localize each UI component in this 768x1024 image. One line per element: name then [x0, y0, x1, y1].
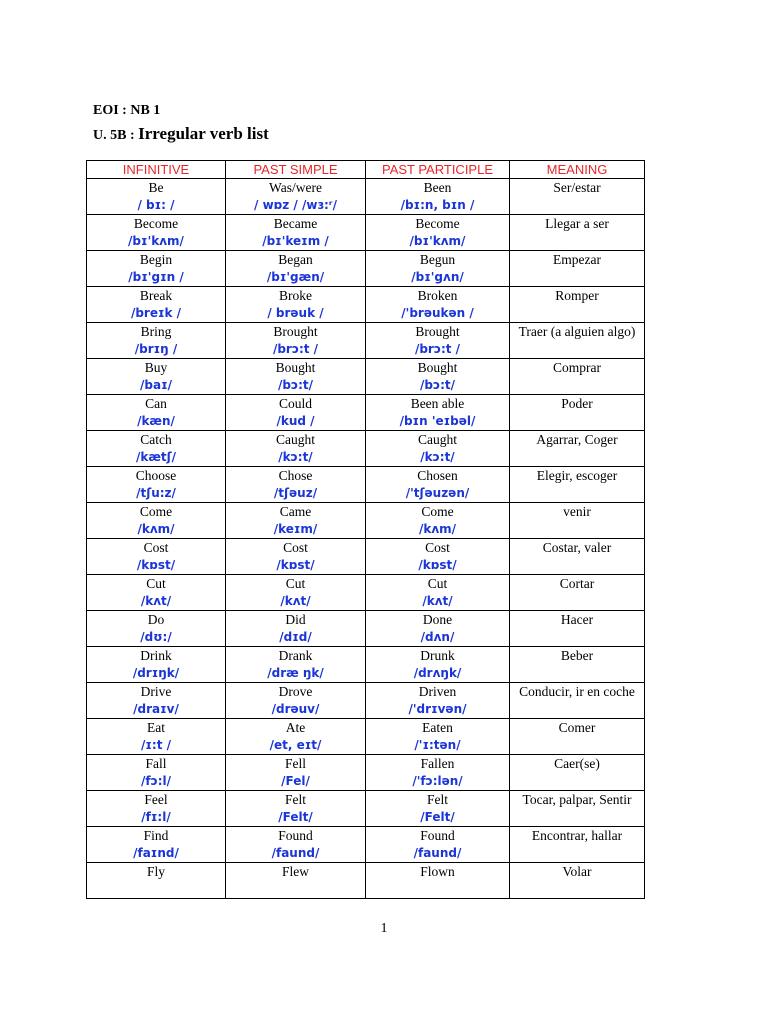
meaning-cell	[510, 683, 645, 719]
past-simple-phonetic: /bɪ'keɪm /	[262, 234, 329, 248]
meaning-text: Romper	[555, 288, 599, 303]
infinitive-word: Cost	[143, 540, 169, 555]
past-participle-phonetic: /'brəukən /	[401, 306, 474, 320]
table-header-row	[87, 161, 645, 179]
infinitive-cell	[87, 755, 226, 791]
infinitive-phonetic: / bɪ: /	[137, 198, 175, 212]
past-simple-cell	[226, 575, 366, 611]
past-simple-word: Drank	[278, 648, 313, 663]
table-row	[87, 863, 645, 899]
past-participle-phonetic: /bɪ'kʌm/	[409, 234, 466, 248]
past-participle-word: Cut	[427, 576, 448, 591]
past-participle-phonetic: /bɪn 'eɪbəl/	[399, 414, 476, 428]
table-row	[87, 755, 645, 791]
meaning-cell	[510, 359, 645, 395]
past-simple-word: Felt	[284, 792, 306, 807]
infinitive-phonetic: /kʌt/	[140, 594, 172, 608]
column-header-past-participle: PAST PARTICIPLE	[366, 161, 510, 179]
infinitive-cell	[87, 467, 226, 503]
infinitive-phonetic: /draɪv/	[133, 702, 179, 716]
table-row	[87, 827, 645, 863]
past-participle-word: Caught	[418, 432, 457, 447]
infinitive-cell	[87, 827, 226, 863]
past-simple-word: Began	[278, 252, 313, 267]
past-participle-phonetic: /Felt/	[420, 810, 455, 824]
meaning-cell	[510, 539, 645, 575]
past-participle-word: Been	[423, 180, 452, 195]
table-row	[87, 431, 645, 467]
past-participle-word: Fallen	[420, 756, 455, 771]
infinitive-phonetic: /tʃu:z/	[136, 486, 176, 500]
past-participle-phonetic: /kʌm/	[418, 522, 457, 536]
past-simple-cell	[226, 755, 366, 791]
infinitive-word: Eat	[147, 720, 165, 735]
infinitive-cell	[87, 719, 226, 755]
infinitive-word: Begin	[139, 252, 173, 267]
meaning-text: Traer (a alguien algo)	[518, 324, 636, 339]
past-simple-cell	[226, 359, 366, 395]
meaning-cell	[510, 611, 645, 647]
table-row	[87, 791, 645, 827]
past-simple-cell	[226, 539, 366, 575]
past-participle-cell	[366, 359, 510, 395]
irregular-verb-table	[86, 160, 645, 899]
meaning-text: Caer(se)	[554, 756, 600, 771]
past-simple-cell	[226, 467, 366, 503]
meaning-cell	[510, 575, 645, 611]
meaning-text: Beber	[560, 648, 594, 663]
infinitive-word: Catch	[140, 432, 172, 447]
infinitive-phonetic: /ɪ:t /	[140, 738, 172, 752]
past-participle-phonetic: /bɪ:n, bɪn /	[400, 198, 475, 212]
past-simple-word: Was/were	[269, 180, 322, 195]
table-row	[87, 251, 645, 287]
past-participle-cell	[366, 323, 510, 359]
past-participle-phonetic: /faund/	[413, 846, 462, 860]
infinitive-word: Break	[139, 288, 173, 303]
infinitive-cell	[87, 575, 226, 611]
meaning-cell	[510, 395, 645, 431]
meaning-text: Conducir, ir en coche	[519, 684, 635, 699]
past-participle-word: Done	[422, 612, 453, 627]
past-simple-phonetic: /et, eɪt/	[269, 738, 322, 752]
past-participle-cell	[366, 467, 510, 503]
infinitive-phonetic: /breɪk /	[130, 306, 182, 320]
infinitive-phonetic: /brɪŋ /	[134, 342, 178, 356]
past-participle-word: Driven	[418, 684, 457, 699]
meaning-cell	[510, 215, 645, 251]
infinitive-phonetic: /bɪ'kʌm/	[128, 234, 184, 248]
past-participle-cell	[366, 611, 510, 647]
meaning-cell	[510, 755, 645, 791]
infinitive-cell	[87, 863, 226, 899]
infinitive-cell	[87, 647, 226, 683]
past-participle-word: Drunk	[420, 648, 455, 663]
past-simple-cell	[226, 179, 366, 215]
past-simple-cell	[226, 827, 366, 863]
meaning-text: Elegir, escoger	[536, 468, 618, 483]
page-number: 1	[380, 921, 388, 936]
table-row	[87, 503, 645, 539]
past-participle-cell	[366, 719, 510, 755]
past-participle-phonetic: /'fɔ:lən/	[412, 774, 463, 788]
past-participle-cell	[366, 683, 510, 719]
table-row	[87, 323, 645, 359]
table-row	[87, 215, 645, 251]
infinitive-phonetic: /kʌm/	[137, 522, 175, 536]
meaning-cell	[510, 179, 645, 215]
meaning-text: Poder	[561, 396, 593, 411]
past-simple-word: Bought	[275, 360, 316, 375]
infinitive-cell	[87, 287, 226, 323]
past-participle-phonetic: /dʌn/	[420, 630, 455, 644]
infinitive-word: Choose	[135, 468, 177, 483]
infinitive-phonetic: /baɪ/	[140, 378, 172, 392]
meaning-cell	[510, 467, 645, 503]
column-header-infinitive: INFINITIVE	[87, 161, 226, 179]
past-participle-word: Become	[415, 216, 460, 231]
past-simple-cell	[226, 251, 366, 287]
past-simple-cell	[226, 431, 366, 467]
past-simple-word: Chose	[278, 468, 313, 483]
table-row	[87, 575, 645, 611]
past-participle-cell	[366, 287, 510, 323]
infinitive-cell	[87, 503, 226, 539]
infinitive-word: Become	[133, 216, 179, 231]
meaning-text: Volar	[562, 864, 592, 879]
meaning-cell	[510, 647, 645, 683]
infinitive-word: Buy	[144, 360, 168, 375]
meaning-text: Comer	[558, 720, 596, 735]
past-simple-cell	[226, 503, 366, 539]
past-simple-phonetic: /dræ ŋk/	[267, 666, 324, 680]
past-simple-word: Broke	[279, 288, 312, 303]
past-simple-cell	[226, 719, 366, 755]
past-participle-phonetic: /'tʃəuzən/	[405, 486, 470, 500]
table-row	[87, 647, 645, 683]
past-participle-cell	[366, 827, 510, 863]
past-simple-cell	[226, 791, 366, 827]
infinitive-cell	[87, 251, 226, 287]
infinitive-cell	[87, 431, 226, 467]
past-participle-phonetic: /kʌt/	[422, 594, 453, 608]
past-participle-cell	[366, 575, 510, 611]
past-participle-phonetic: /bɪ'gʌn/	[411, 270, 464, 284]
past-participle-word: Eaten	[422, 720, 453, 735]
infinitive-word: Fall	[145, 756, 167, 771]
infinitive-phonetic: /dʊ:/	[140, 630, 172, 644]
past-simple-cell	[226, 683, 366, 719]
past-participle-word: Chosen	[417, 468, 458, 483]
past-simple-word: Ate	[285, 720, 306, 735]
page-title: Irregular verb list	[138, 124, 269, 143]
meaning-text: Hacer	[560, 612, 594, 627]
table-row	[87, 683, 645, 719]
infinitive-cell	[87, 539, 226, 575]
infinitive-phonetic: /fɔ:l/	[140, 774, 171, 788]
past-participle-cell	[366, 539, 510, 575]
past-simple-phonetic: /bɔ:t/	[277, 378, 313, 392]
table-row	[87, 359, 645, 395]
infinitive-phonetic: /fɪ:l/	[141, 810, 171, 824]
table-row	[87, 539, 645, 575]
infinitive-word: Be	[148, 180, 164, 195]
infinitive-phonetic: /drɪŋk/	[132, 666, 180, 680]
past-simple-cell	[226, 863, 366, 899]
past-simple-cell	[226, 287, 366, 323]
past-simple-phonetic: /Fel/	[281, 774, 310, 788]
infinitive-word: Can	[145, 396, 167, 411]
past-simple-word: Flew	[282, 864, 309, 879]
infinitive-word: Cut	[146, 576, 166, 591]
infinitive-word: Drink	[140, 648, 172, 663]
past-participle-cell	[366, 215, 510, 251]
past-participle-cell	[366, 647, 510, 683]
meaning-cell	[510, 863, 645, 899]
infinitive-phonetic: /kɒst/	[136, 558, 176, 572]
meaning-cell	[510, 827, 645, 863]
infinitive-phonetic: /kætʃ/	[135, 450, 177, 464]
past-simple-phonetic: /kʌt/	[280, 594, 311, 608]
past-participle-word: Bought	[417, 360, 458, 375]
table-row	[87, 395, 645, 431]
past-simple-phonetic: /drəuv/	[271, 702, 320, 716]
past-participle-word: Come	[421, 504, 454, 519]
meaning-text: Empezar	[553, 252, 601, 267]
past-simple-phonetic: /kud /	[276, 414, 315, 428]
past-simple-cell	[226, 395, 366, 431]
meaning-cell	[510, 251, 645, 287]
past-participle-cell	[366, 503, 510, 539]
past-simple-phonetic: /keɪm/	[273, 522, 318, 536]
meaning-text: Llegar a ser	[545, 216, 609, 231]
past-participle-word: Been able	[410, 396, 465, 411]
past-simple-phonetic: /Felt/	[278, 810, 313, 824]
meaning-text: Agarrar, Coger	[536, 432, 618, 447]
past-participle-cell	[366, 791, 510, 827]
past-participle-phonetic: /kɒst/	[418, 558, 457, 572]
meaning-cell	[510, 287, 645, 323]
past-participle-cell	[366, 755, 510, 791]
infinitive-word: Feel	[144, 792, 168, 807]
past-participle-phonetic: /drʌŋk/	[413, 666, 462, 680]
infinitive-word: Do	[147, 612, 165, 627]
past-simple-phonetic: /faund/	[271, 846, 320, 860]
infinitive-word: Drive	[140, 684, 172, 699]
past-participle-phonetic: /brɔ:t /	[414, 342, 461, 356]
past-participle-cell	[366, 431, 510, 467]
document-header	[93, 104, 269, 143]
past-simple-phonetic: /dɪd/	[279, 630, 312, 644]
infinitive-phonetic: /bɪ'gɪn /	[128, 270, 184, 284]
column-header-past-simple: PAST SIMPLE	[226, 161, 366, 179]
infinitive-cell	[87, 791, 226, 827]
past-participle-cell	[366, 251, 510, 287]
past-participle-cell	[366, 179, 510, 215]
infinitive-cell	[87, 215, 226, 251]
past-participle-word: Felt	[426, 792, 448, 807]
table-row	[87, 611, 645, 647]
unit-label: U. 5B :	[93, 128, 135, 143]
course-label: EOI : NB 1	[93, 103, 161, 118]
past-simple-phonetic: / brəuk /	[267, 306, 324, 320]
past-simple-phonetic: /kɔ:t/	[278, 450, 313, 464]
meaning-text: Tocar, palpar, Sentir	[522, 792, 632, 807]
infinitive-phonetic: /faɪnd/	[133, 846, 179, 860]
infinitive-word: Fly	[146, 864, 165, 879]
past-participle-word: Flown	[420, 864, 455, 879]
infinitive-cell	[87, 395, 226, 431]
past-simple-phonetic: /bɪ'gæn/	[266, 270, 325, 284]
past-participle-phonetic: /'ɪ:tən/	[414, 738, 461, 752]
table-row	[87, 179, 645, 215]
past-simple-word: Found	[278, 828, 313, 843]
past-simple-phonetic: / wɒz / /wɜ:ʳ/	[254, 198, 337, 212]
infinitive-cell	[87, 611, 226, 647]
table-row	[87, 287, 645, 323]
meaning-cell	[510, 431, 645, 467]
past-simple-cell	[226, 215, 366, 251]
infinitive-word: Bring	[140, 324, 172, 339]
past-simple-word: Cut	[285, 576, 306, 591]
table-row	[87, 719, 645, 755]
meaning-text: Comprar	[553, 360, 601, 375]
past-simple-phonetic: /kɒst/	[276, 558, 315, 572]
meaning-cell	[510, 323, 645, 359]
past-participle-word: Found	[420, 828, 455, 843]
meaning-cell	[510, 719, 645, 755]
past-participle-cell	[366, 863, 510, 899]
infinitive-cell	[87, 179, 226, 215]
infinitive-cell	[87, 323, 226, 359]
past-simple-phonetic: /tʃəuz/	[273, 486, 318, 500]
meaning-text: venir	[563, 504, 591, 519]
meaning-cell	[510, 503, 645, 539]
past-participle-word: Broken	[417, 288, 458, 303]
table-body	[87, 179, 645, 899]
meaning-cell	[510, 791, 645, 827]
infinitive-word: Find	[143, 828, 169, 843]
past-participle-phonetic: /kɔ:t/	[420, 450, 455, 464]
table-row	[87, 467, 645, 503]
past-participle-phonetic: /bɔ:t/	[419, 378, 455, 392]
past-simple-cell	[226, 611, 366, 647]
meaning-text: Cortar	[559, 576, 595, 591]
meaning-text: Costar, valer	[542, 540, 612, 555]
past-participle-word: Begun	[419, 252, 456, 267]
past-simple-word: Brought	[273, 324, 318, 339]
past-simple-word: Caught	[276, 432, 315, 447]
past-simple-word: Drove	[278, 684, 313, 699]
past-simple-word: Cost	[283, 540, 308, 555]
meaning-text: Ser/estar	[553, 180, 601, 195]
past-participle-cell	[366, 395, 510, 431]
infinitive-cell	[87, 683, 226, 719]
past-simple-word: Came	[279, 504, 312, 519]
meaning-text: Encontrar, hallar	[531, 828, 623, 843]
past-participle-word: Brought	[415, 324, 460, 339]
past-simple-cell	[226, 647, 366, 683]
infinitive-cell	[87, 359, 226, 395]
infinitive-word: Come	[139, 504, 173, 519]
infinitive-phonetic: /kæn/	[137, 414, 175, 428]
past-participle-word: Cost	[425, 540, 450, 555]
past-simple-phonetic: /brɔ:t /	[272, 342, 319, 356]
past-simple-word: Became	[273, 216, 318, 231]
past-simple-word: Did	[285, 612, 306, 627]
column-header-meaning: MEANING	[510, 161, 645, 179]
past-simple-word: Could	[278, 396, 312, 411]
past-simple-word: Fell	[284, 756, 306, 771]
past-simple-cell	[226, 323, 366, 359]
unit-title-line	[93, 125, 269, 143]
past-participle-phonetic: /'drɪvən/	[408, 702, 467, 716]
